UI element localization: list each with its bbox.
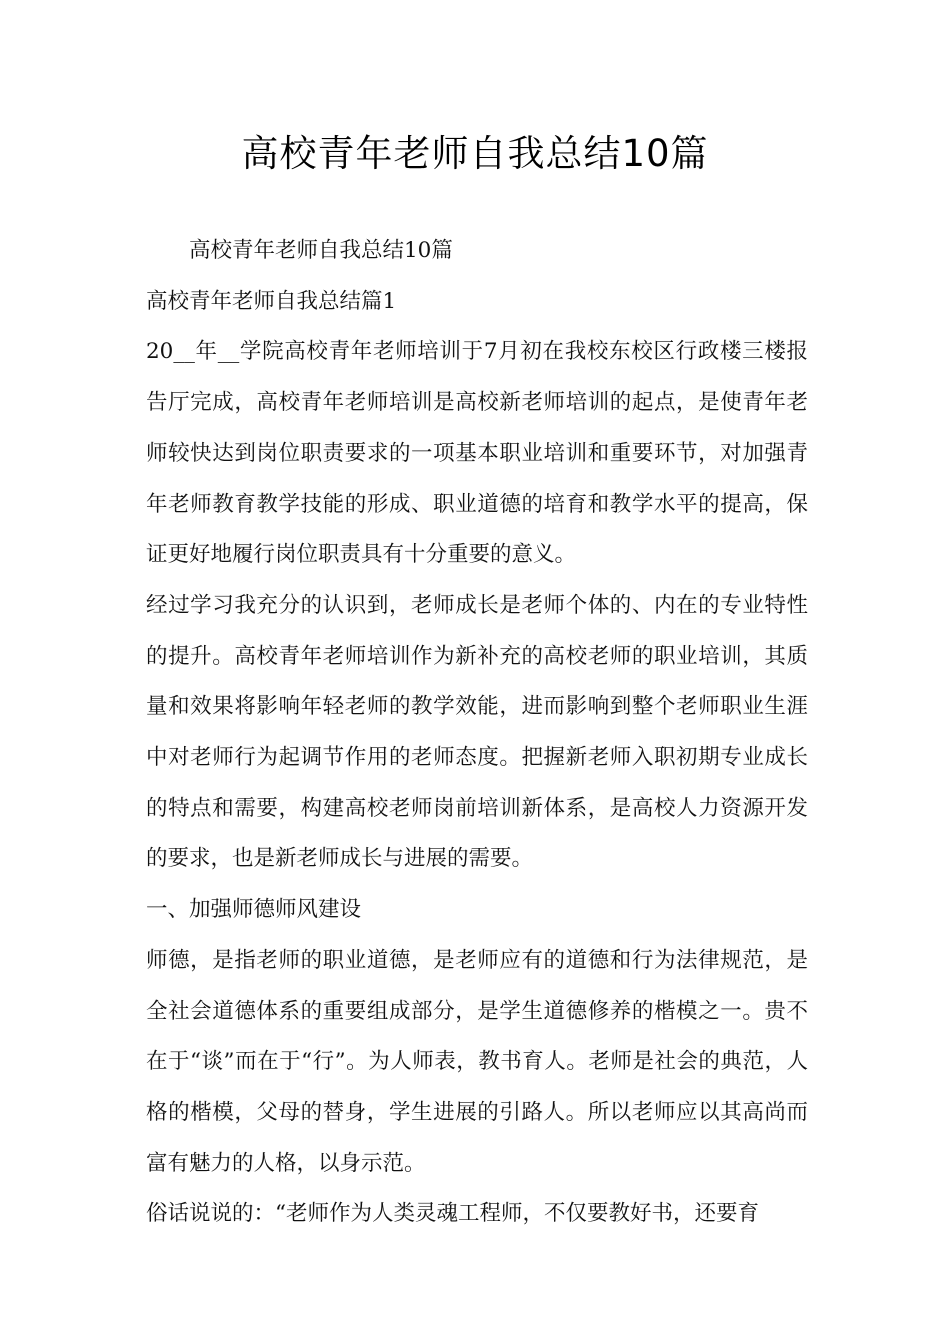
paragraph: 经过学习我充分的认识到，老师成长是老师个体的、内在的专业特性的提升。高校青年老师培训作为新补充的高校老师的职业培训，其质量和效果将影响年轻老师的教学效能，进而影响到整个老师职业生涯中对老师行为起调节作用的老师态度。把握新老师入职初期专业成长的特点和需要，构建高校老师岗前培训新体系，是高校人力资源开发的要求，也是新老师成长与进展的需要。	[146, 592, 808, 872]
section-heading: 一、加强师德师风建设	[146, 897, 362, 923]
paragraph: 师德，是指老师的职业道德，是老师应有的道德和行为法律规范，是全社会道德体系的重要组成部分，是学生道德修养的楷模之一。贵不在于“谈”而在于“行”。为人师表，教书育人。老师是社会的典范，人格的楷模，父母的替身，学生进展的引路人。所以老师应以其高尚而富有魅力的人格，以身示范。	[146, 947, 808, 1176]
paragraph: 20__年__学院高校青年老师培训于7月初在我校东校区行政楼三楼报告厅完成，高校青年老师培训是高校新老师培训的起点，是使青年老师较快达到岗位职责要求的一项基本职业培训和重要环节，对加强青年老师教育教学技能的形成、职业道德的培育和教学水平的提高，保证更好地履行岗位职责具有十分重要的意义。	[146, 339, 808, 568]
section-heading: 高校青年老师自我总结篇1	[146, 288, 397, 314]
document-body	[146, 226, 808, 1240]
subtitle: 高校青年老师自我总结10篇	[189, 238, 453, 263]
document-title: 高校青年老师自我总结10篇	[241, 132, 709, 175]
paragraph: 俗话说说的：“老师作为人类灵魂工程师，不仅要教好书，还要育	[146, 1201, 759, 1227]
